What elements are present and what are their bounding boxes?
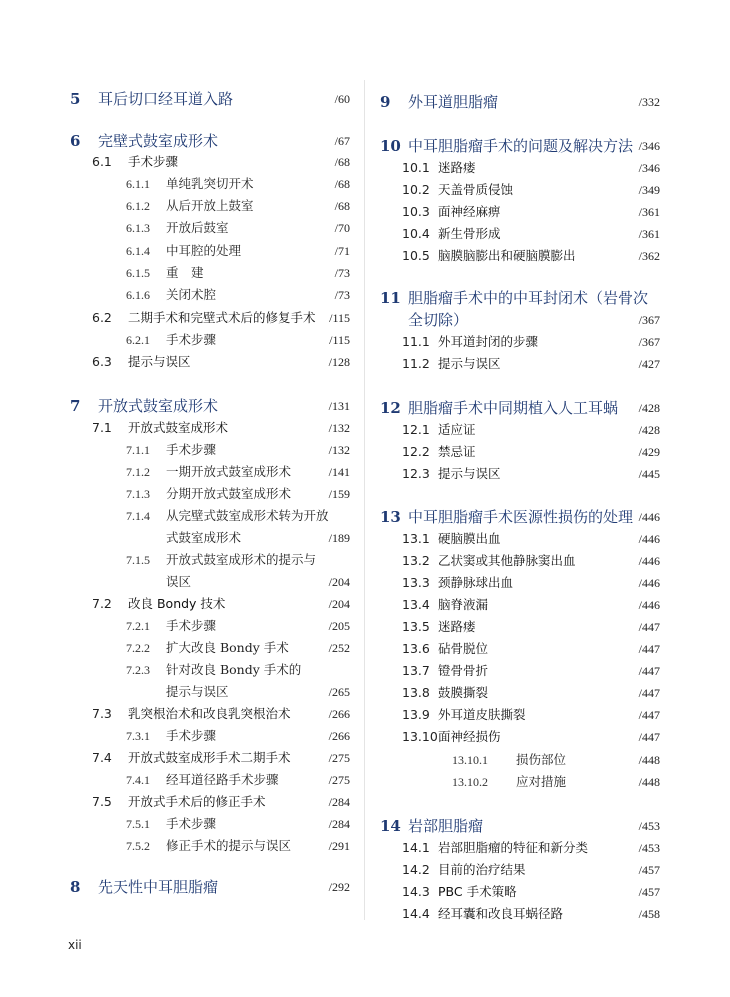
toc-entry[interactable] — [380, 903, 660, 925]
toc-entry[interactable] — [380, 331, 660, 353]
toc-entry-page: /265 — [328, 685, 350, 699]
toc-chapter-entry[interactable] — [380, 397, 660, 419]
toc-entry-page: /115 — [329, 311, 350, 325]
toc-entry-number: 7.3 — [92, 706, 112, 721]
toc-entry-title: 目前的治疗结果 — [438, 862, 526, 877]
toc-entry-page: /204 — [328, 597, 350, 611]
toc-entry-number: 7.2 — [92, 596, 112, 611]
toc-entry-title: 开放后鼓室 — [166, 220, 229, 235]
toc-entry[interactable] — [70, 593, 350, 615]
toc-entry-number: 6.1.6 — [126, 288, 150, 302]
toc-entry[interactable] — [380, 245, 660, 267]
toc-entry-number: 11.2 — [402, 356, 430, 371]
toc-entry-page: /367 — [638, 313, 660, 327]
toc-entry-number: 7.1.4 — [126, 509, 150, 523]
toc-entry[interactable] — [70, 262, 350, 284]
toc-entry-page: /446 — [638, 554, 660, 568]
toc-entry-title: 提示与误区 — [438, 356, 501, 371]
toc-entry-page: /458 — [638, 907, 660, 921]
toc-entry[interactable] — [380, 550, 660, 572]
toc-entry-page: /448 — [638, 775, 660, 789]
toc-entry-page: /361 — [638, 227, 660, 241]
toc-entry[interactable] — [70, 439, 350, 461]
toc-entry-number: 12.1 — [402, 422, 430, 437]
toc-entry-number: 10.1 — [402, 160, 430, 175]
toc-entry-title: 手术步骤 — [128, 154, 179, 169]
toc-entry-number: 10.5 — [402, 248, 430, 263]
toc-entry-title: 针对改良 Bondy 手术的 — [166, 662, 302, 677]
toc-chapter-entry[interactable] — [70, 395, 350, 417]
toc-entry-title: 中耳胆脂瘤手术的问题及解决方法 — [408, 137, 634, 155]
toc-chapter-entry[interactable] — [70, 130, 350, 152]
toc-entry-number: 13.7 — [402, 663, 430, 678]
toc-entry-title: 开放式鼓室成形术 — [128, 420, 229, 435]
toc-entry-title: 提示与误区 — [438, 466, 501, 481]
toc-entry-title: 改良 Bondy 技术 — [128, 596, 226, 611]
toc-entry-title: 天盖骨质侵蚀 — [438, 182, 514, 197]
toc-entry-number: 6.1.3 — [126, 221, 150, 235]
toc-entry[interactable] — [70, 217, 350, 239]
toc-entry-page: /447 — [638, 620, 660, 634]
toc-entry-number: 7.4.1 — [126, 773, 150, 787]
toc-entry-number: 7.1.5 — [126, 553, 150, 567]
toc-entry-title: 完壁式鼓室成形术 — [98, 132, 219, 150]
toc-entry-number: 10.3 — [402, 204, 430, 219]
toc-entry-page: /275 — [328, 773, 350, 787]
toc-entry[interactable] — [380, 441, 660, 463]
toc-entry-title: 先天性中耳胆脂瘤 — [98, 878, 219, 896]
toc-entry-page: /70 — [334, 221, 350, 235]
toc-entry-page: /252 — [328, 641, 350, 655]
toc-entry-number: 10 — [380, 137, 401, 155]
toc-entry-page: /446 — [638, 510, 660, 524]
toc-entry[interactable] — [70, 769, 350, 791]
toc-entry-number: 13.3 — [402, 575, 430, 590]
toc-entry-title: 岩部胆脂瘤的特征和新分类 — [438, 840, 589, 855]
toc-entry-title: 颈静脉球出血 — [438, 575, 514, 590]
toc-entry-page: /159 — [328, 487, 350, 501]
toc-entry-title: 中耳腔的处理 — [166, 243, 242, 258]
toc-entry-title: 从后开放上鼓室 — [166, 198, 254, 213]
toc-entry[interactable] — [380, 660, 660, 682]
toc-entry-page: /205 — [328, 619, 350, 633]
toc-entry-title: 耳后切口经耳道入路 — [98, 90, 234, 108]
toc-entry-number: 11 — [380, 289, 401, 307]
toc-entry-title: 脑脊液漏 — [438, 597, 489, 612]
toc-entry-page: /60 — [334, 92, 350, 106]
toc-entry[interactable] — [70, 791, 350, 813]
toc-entry[interactable] — [380, 572, 660, 594]
toc-entry-page: /284 — [328, 795, 350, 809]
toc-entry-number: 7.2.1 — [126, 619, 150, 633]
toc-entry-title: 外耳道皮肤撕裂 — [438, 707, 526, 722]
toc-entry-title: 修正手术的提示与误区 — [166, 838, 292, 853]
toc-entry-page: /453 — [638, 819, 660, 833]
toc-entry-page: /428 — [638, 423, 660, 437]
toc-entry[interactable] — [70, 461, 350, 483]
toc-entry[interactable] — [380, 704, 660, 726]
toc-entry-page: /457 — [638, 885, 660, 899]
toc-entry-title: 胆脂瘤手术中同期植入人工耳蜗 — [408, 399, 619, 417]
toc-entry-title: 应对措施 — [516, 774, 567, 789]
toc-entry-title: 胆脂瘤手术中的中耳封闭术（岩骨次 — [408, 289, 649, 307]
toc-entry-title: 鼓膜撕裂 — [438, 685, 489, 700]
toc-entry-page: /448 — [638, 753, 660, 767]
toc-entry-page: /349 — [638, 183, 660, 197]
toc-entry-title: 单纯乳突切开术 — [166, 176, 254, 191]
toc-entry-title: 手术步骤 — [166, 618, 217, 633]
toc-entry[interactable] — [70, 615, 350, 637]
toc-entry-number: 12.3 — [402, 466, 430, 481]
toc-entry[interactable] — [70, 505, 350, 527]
toc-entry-number: 7.3.1 — [126, 729, 150, 743]
toc-entry-number: 13.10.2 — [452, 775, 488, 789]
toc-entry-number: 10.2 — [402, 182, 430, 197]
toc-entry[interactable] — [70, 173, 350, 195]
toc-entry-number: 14.1 — [402, 840, 430, 855]
toc-entry-title: 面神经损伤 — [438, 729, 501, 744]
toc-chapter-entry[interactable] — [380, 135, 660, 157]
toc-entry-page: /132 — [328, 443, 350, 457]
toc-entry[interactable] — [70, 527, 350, 549]
toc-entry-page: /284 — [328, 817, 350, 831]
toc-entry-number: 6.1.1 — [126, 177, 150, 191]
toc-entry-number: 6.2.1 — [126, 333, 150, 347]
toc-entry-page: /346 — [638, 161, 660, 175]
toc-entry[interactable] — [70, 681, 350, 703]
toc-entry[interactable] — [70, 835, 350, 857]
toc-entry-page: /428 — [638, 401, 660, 415]
toc-entry-page: /446 — [638, 598, 660, 612]
toc-entry[interactable] — [380, 749, 660, 771]
toc-entry-number: 13.4 — [402, 597, 430, 612]
toc-entry-number: 13.8 — [402, 685, 430, 700]
toc-entry[interactable] — [70, 659, 350, 681]
toc-entry-page: /73 — [334, 288, 350, 302]
toc-entry-page: /447 — [638, 730, 660, 744]
toc-entry-title: 提示与误区 — [128, 354, 191, 369]
toc-entry-page: /447 — [638, 708, 660, 722]
toc-entry-number: 13.10.1 — [452, 753, 488, 767]
toc-entry[interactable] — [380, 638, 660, 660]
toc-entry[interactable] — [70, 151, 350, 173]
toc-entry[interactable] — [380, 223, 660, 245]
toc-entry-title: 硬脑膜出血 — [438, 531, 501, 546]
toc-entry[interactable] — [70, 240, 350, 262]
toc-entry-number: 14.4 — [402, 906, 430, 921]
toc-entry-page: /447 — [638, 686, 660, 700]
toc-entry-number: 13.10 — [402, 729, 438, 744]
toc-entry-title: 面神经麻痹 — [438, 204, 501, 219]
page-number: xii — [68, 938, 82, 952]
toc-entry-number: 14.2 — [402, 862, 430, 877]
toc-entry-number: 5 — [70, 90, 81, 108]
toc-entry-number: 14.3 — [402, 884, 430, 899]
toc-entry-page: /141 — [328, 465, 350, 479]
toc-entry-page: /128 — [328, 355, 350, 369]
toc-entry-title: 经耳囊和改良耳蜗径路 — [438, 906, 564, 921]
toc-entry-number: 13.1 — [402, 531, 430, 546]
toc-entry[interactable] — [380, 616, 660, 638]
toc-entry-title: 新生骨形成 — [438, 226, 501, 241]
toc-entry-number: 13.5 — [402, 619, 430, 634]
toc-entry-page: /332 — [638, 95, 660, 109]
toc-entry-page: /427 — [638, 357, 660, 371]
toc-entry[interactable] — [380, 594, 660, 616]
toc-entry-number: 6 — [70, 132, 81, 150]
toc-entry-title: 砧骨脱位 — [438, 641, 489, 656]
toc-entry[interactable] — [380, 726, 660, 748]
toc-entry[interactable] — [70, 571, 350, 593]
toc-entry[interactable] — [70, 329, 350, 351]
toc-entry-number: 13.9 — [402, 707, 430, 722]
toc-entry-title: 损伤部位 — [516, 752, 567, 767]
toc-entry-page: /266 — [328, 707, 350, 721]
toc-entry[interactable] — [380, 771, 660, 793]
toc-entry-title: 外耳道封闭的步骤 — [438, 334, 539, 349]
toc-entry-title: 手术步骤 — [166, 332, 217, 347]
toc-entry-title: 一期开放式鼓室成形术 — [166, 464, 292, 479]
toc-entry[interactable] — [380, 419, 660, 441]
toc-entry-page: /367 — [638, 335, 660, 349]
toc-chapter-entry[interactable] — [380, 91, 660, 113]
toc-entry-number: 13 — [380, 508, 401, 526]
toc-entry-page: /446 — [638, 532, 660, 546]
toc-entry-page: /266 — [328, 729, 350, 743]
toc-entry-title: 二期手术和完壁式术后的修复手术 — [128, 310, 316, 325]
toc-entry-number: 13.2 — [402, 553, 430, 568]
toc-entry[interactable] — [380, 179, 660, 201]
toc-entry[interactable] — [70, 417, 350, 439]
toc-entry-title: 全切除） — [408, 311, 469, 329]
toc-entry-page: /68 — [334, 155, 350, 169]
toc-entry-title: 式鼓室成形术 — [166, 530, 242, 545]
toc-entry-number: 6.1 — [92, 154, 112, 169]
toc-entry-number: 6.2 — [92, 310, 112, 325]
toc-entry-number: 7.1.1 — [126, 443, 150, 457]
toc-entry-title: 禁忌证 — [438, 444, 476, 459]
toc-entry-page: /73 — [334, 266, 350, 280]
toc-entry-number: 7.1 — [92, 420, 112, 435]
toc-entry-number: 7.1.2 — [126, 465, 150, 479]
toc-entry-page: /204 — [328, 575, 350, 589]
toc-entry-page: /67 — [334, 134, 350, 148]
toc-entry-number: 9 — [380, 93, 391, 111]
toc-entry-title: 手术步骤 — [166, 442, 217, 457]
toc-entry-number: 7 — [70, 397, 81, 415]
toc-entry-title: 迷路瘘 — [438, 160, 476, 175]
toc-entry-title: 误区 — [166, 574, 192, 589]
toc-entry[interactable] — [70, 703, 350, 725]
toc-entry-title: 经耳道径路手术步骤 — [166, 772, 279, 787]
toc-entry-number: 6.1.5 — [126, 266, 150, 280]
toc-entry-number: 12 — [380, 399, 401, 417]
toc-chapter-entry[interactable] — [70, 876, 350, 898]
toc-entry[interactable] — [70, 483, 350, 505]
toc-entry-number: 12.2 — [402, 444, 430, 459]
toc-entry[interactable] — [70, 813, 350, 835]
toc-entry-title: 岩部胆脂瘤 — [408, 817, 484, 835]
toc-entry-page: /429 — [638, 445, 660, 459]
toc-entry-page: /189 — [328, 531, 350, 545]
toc-entry[interactable] — [70, 725, 350, 747]
toc-entry-page: /453 — [638, 841, 660, 855]
toc-entry-page: /292 — [328, 880, 350, 894]
toc-entry[interactable] — [70, 307, 350, 329]
toc-entry-number: 7.5.1 — [126, 817, 150, 831]
toc-entry-page: /115 — [329, 333, 350, 347]
toc-entry-page: /132 — [328, 421, 350, 435]
toc-entry-number: 7.5 — [92, 794, 112, 809]
toc-entry-page: /275 — [328, 751, 350, 765]
toc-entry-page: /291 — [328, 839, 350, 853]
toc-entry-title: 开放式鼓室成形术 — [98, 397, 219, 415]
toc-entry[interactable] — [380, 837, 660, 859]
toc-entry[interactable] — [70, 284, 350, 306]
toc-entry-number: 14 — [380, 817, 401, 835]
toc-entry-title: 提示与误区 — [166, 684, 229, 699]
toc-entry-number: 7.2.2 — [126, 641, 150, 655]
toc-entry-number: 7.1.3 — [126, 487, 150, 501]
toc-entry-title: 分期开放式鼓室成形术 — [166, 486, 292, 501]
toc-entry-page: /71 — [334, 244, 350, 258]
toc-entry-page: /447 — [638, 642, 660, 656]
toc-entry-title: 开放式鼓室成形术的提示与 — [166, 552, 317, 567]
toc-entry-title: 适应证 — [438, 422, 476, 437]
toc-entry[interactable] — [380, 528, 660, 550]
toc-entry-number: 11.1 — [402, 334, 430, 349]
toc-entry-title: 脑膜脑膨出和硬脑膜膨出 — [438, 248, 576, 263]
toc-entry-title: 镫骨骨折 — [438, 663, 489, 678]
toc-entry[interactable] — [380, 353, 660, 375]
toc-entry-page: /445 — [638, 467, 660, 481]
toc-entry[interactable] — [70, 747, 350, 769]
toc-entry-number: 10.4 — [402, 226, 430, 241]
toc-entry[interactable] — [380, 309, 660, 331]
toc-entry-number: 7.4 — [92, 750, 112, 765]
toc-entry-number: 6.1.2 — [126, 199, 150, 213]
column-divider — [364, 80, 365, 920]
toc-entry[interactable] — [70, 637, 350, 659]
toc-entry-title: 中耳胆脂瘤手术医源性损伤的处理 — [408, 508, 634, 526]
toc-chapter-entry[interactable] — [70, 88, 350, 110]
toc-entry-title: 迷路瘘 — [438, 619, 476, 634]
toc-entry-page: /361 — [638, 205, 660, 219]
toc-entry[interactable] — [70, 195, 350, 217]
toc-entry-page: /68 — [334, 177, 350, 191]
toc-entry-page: /131 — [328, 399, 350, 413]
toc-entry-page: /68 — [334, 199, 350, 213]
toc-entry-page: /362 — [638, 249, 660, 263]
toc-entry-number: 7.5.2 — [126, 839, 150, 853]
toc-entry-title: 开放式手术后的修正手术 — [128, 794, 266, 809]
toc-entry-page: /457 — [638, 863, 660, 877]
toc-entry-title: 开放式鼓室成形手术二期手术 — [128, 750, 291, 765]
toc-entry-title: 手术步骤 — [166, 728, 217, 743]
toc-entry[interactable] — [380, 881, 660, 903]
toc-entry-page: /447 — [638, 664, 660, 678]
toc-entry-title: 从完壁式鼓室成形术转为开放 — [166, 508, 329, 523]
toc-entry-number: 7.2.3 — [126, 663, 150, 677]
toc-entry-title: 乙状窦或其他静脉窦出血 — [438, 553, 576, 568]
toc-entry[interactable] — [70, 351, 350, 373]
toc-entry-title: 外耳道胆脂瘤 — [408, 93, 499, 111]
toc-entry-page: /346 — [638, 139, 660, 153]
toc-entry-title: PBC 手术策略 — [438, 884, 517, 899]
toc-entry[interactable] — [380, 682, 660, 704]
toc-chapter-entry[interactable] — [380, 815, 660, 837]
toc-entry-title: 扩大改良 Bondy 手术 — [166, 640, 289, 655]
toc-chapter-entry[interactable] — [380, 287, 660, 309]
toc-entry-number: 6.3 — [92, 354, 112, 369]
toc-entry[interactable] — [380, 859, 660, 881]
toc-entry-number: 13.6 — [402, 641, 430, 656]
toc-entry-title: 乳突根治术和改良乳突根治术 — [128, 706, 291, 721]
toc-entry[interactable] — [380, 201, 660, 223]
toc-entry-title: 重 建 — [166, 265, 204, 280]
toc-entry[interactable] — [380, 157, 660, 179]
toc-entry[interactable] — [380, 463, 660, 485]
toc-entry-page: /446 — [638, 576, 660, 590]
toc-entry-number: 6.1.4 — [126, 244, 150, 258]
toc-entry-title: 手术步骤 — [166, 816, 217, 831]
toc-entry-number: 8 — [70, 878, 81, 896]
toc-chapter-entry[interactable] — [380, 506, 660, 528]
toc-entry-title: 关闭术腔 — [166, 287, 217, 302]
toc-entry[interactable] — [70, 549, 350, 571]
